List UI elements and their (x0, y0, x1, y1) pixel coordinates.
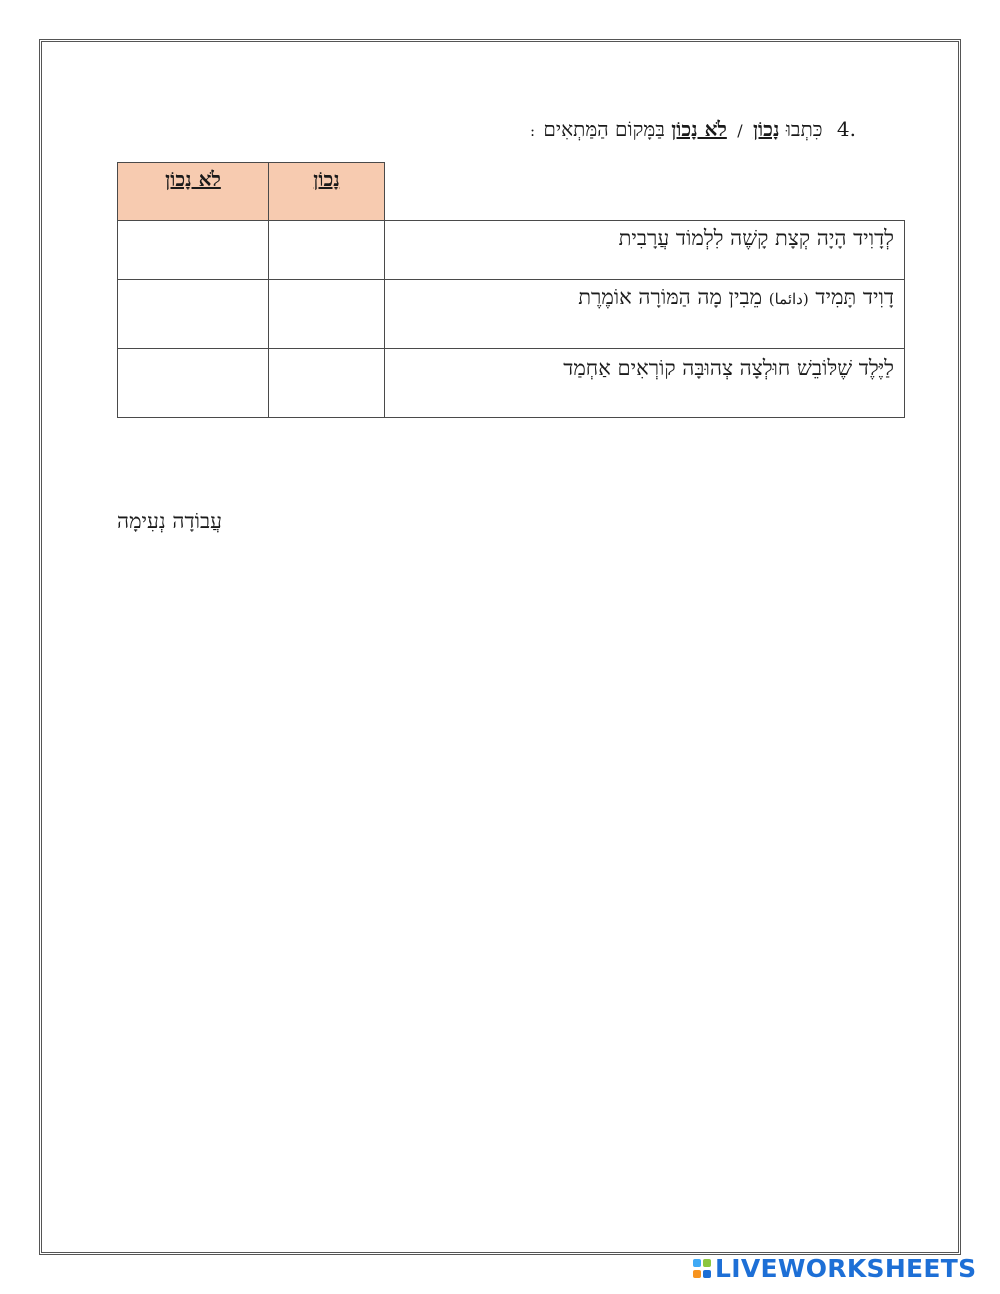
question-number: 4. (836, 117, 856, 141)
statement-row-2-end: מֵבִין מָה הַמּוֹרָה אוֹמֶרֶת (578, 285, 763, 309)
answer-false-row-3[interactable] (117, 348, 269, 418)
statement-row-2-start: דָוִיד תָּמִיד (815, 285, 894, 309)
answer-true-row-1[interactable] (268, 220, 385, 280)
question-instruction (380, 114, 856, 146)
answer-true-row-2[interactable] (268, 279, 385, 349)
option-true-label: נָכוֹן (752, 117, 780, 141)
true-false-table (117, 162, 905, 418)
instruction-verb: כִּתְבוּ (785, 117, 823, 141)
logo-text: LIVEWORKSHEETS (715, 1254, 977, 1283)
option-false-label: לֹא נָכוֹן (671, 117, 727, 141)
closing-message: עֲבוֹדָה נְעִימָה (117, 509, 222, 533)
statement-row-3: לַיֶּלֶד שֶׁלּוֹבֵשׁ חוּלְצָה צְהוּבָּה קוֹרְאִים אַחְמַד (384, 348, 905, 418)
logo-icon (693, 1258, 713, 1280)
instruction-end: בַּמָּקוֹם הַמַּתְאִים (543, 117, 665, 141)
header-false-label: לֹא נָכוֹן (165, 167, 221, 191)
statement-row-1: לְדָוִיד הָיָה קְצָת קָשֶׁה לִלְמוֹד עֲרָבִית (384, 220, 905, 280)
statement-row-2 (384, 279, 905, 349)
option-separator: / (737, 121, 743, 140)
answer-false-row-2[interactable] (117, 279, 269, 349)
answer-true-row-3[interactable] (268, 348, 385, 418)
liveworksheets-logo[interactable] (693, 1256, 976, 1282)
answer-false-row-1[interactable] (117, 220, 269, 280)
header-true (268, 162, 385, 221)
instruction-colon: : (529, 122, 536, 140)
statement-row-2-arabic-hint: (دائما) (768, 290, 809, 308)
header-false (117, 162, 269, 221)
header-true-label: נָכוֹן (313, 167, 340, 191)
